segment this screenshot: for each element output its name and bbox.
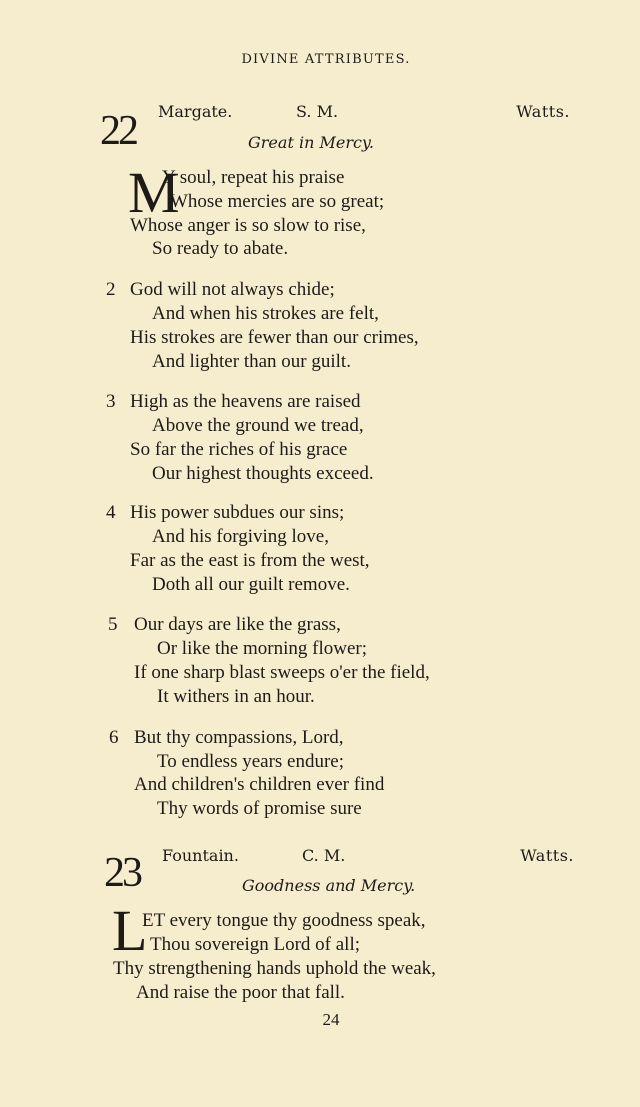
hymn-number: 22: [100, 108, 136, 154]
verse-line: Y soul, repeat his praise: [162, 167, 345, 188]
verse-line: If one sharp blast sweeps o'er the field,: [134, 662, 430, 683]
verse-line: Doth all our guilt remove.: [152, 574, 350, 595]
verse-line: But thy compassions, Lord,: [134, 727, 344, 748]
verse-line: And when his strokes are felt,: [152, 303, 379, 324]
verse-number: 3: [106, 391, 116, 412]
verse-line: High as the heavens are raised: [130, 391, 361, 412]
verse-line: Whose anger is so slow to rise,: [130, 215, 366, 236]
author: Watts.: [516, 102, 570, 121]
verse-line: Whose mercies are so great;: [170, 191, 385, 212]
verse-line: And raise the poor that fall.: [136, 982, 345, 1003]
verse-line: Thy words of promise sure: [157, 798, 362, 819]
verse-line: ET every tongue thy goodness speak,: [142, 910, 426, 931]
verse-line: So ready to abate.: [152, 238, 289, 259]
verse-line: And lighter than our guilt.: [152, 351, 351, 372]
verse-line: His power subdues our sins;: [130, 502, 345, 523]
hymn-subtitle: Great in Mercy.: [248, 133, 374, 152]
verse-line: Our days are like the grass,: [134, 614, 341, 635]
verse-line: Thou sovereign Lord of all;: [150, 934, 361, 955]
page-number: 24: [322, 1010, 340, 1029]
tune-name: Margate.: [158, 102, 233, 121]
verse-line: And his forgiving love,: [152, 526, 329, 547]
verse-line: It withers in an hour.: [157, 686, 315, 707]
running-head: DIVINE ATTRIBUTES.: [241, 52, 411, 67]
verse-number: 5: [108, 614, 118, 635]
verse-number: 2: [106, 279, 116, 300]
meter: C. M.: [302, 846, 346, 865]
hymn-number: 23: [104, 850, 140, 896]
author: Watts.: [520, 846, 574, 865]
verse-line: God will not always chide;: [130, 279, 335, 300]
verse-line: To endless years endure;: [157, 751, 345, 772]
verse-line: So far the riches of his grace: [130, 439, 348, 460]
drop-cap: L: [112, 898, 148, 963]
drop-cap: M: [128, 160, 180, 225]
verse-line: Above the ground we tread,: [152, 415, 364, 436]
verse-line: Our highest thoughts exceed.: [152, 463, 374, 484]
verse-line: Thy strengthening hands uphold the weak,: [113, 958, 436, 979]
meter: S. M.: [296, 102, 339, 121]
verse-line: Or like the morning flower;: [157, 638, 368, 659]
tune-name: Fountain.: [162, 846, 239, 865]
verse-line: And children's children ever find: [134, 774, 385, 795]
verse-line: Far as the east is from the west,: [130, 550, 370, 571]
verse-number: 6: [109, 727, 119, 748]
verse-line: His strokes are fewer than our crimes,: [130, 327, 419, 348]
verse-number: 4: [106, 502, 116, 523]
hymn-subtitle: Goodness and Mercy.: [242, 876, 416, 895]
